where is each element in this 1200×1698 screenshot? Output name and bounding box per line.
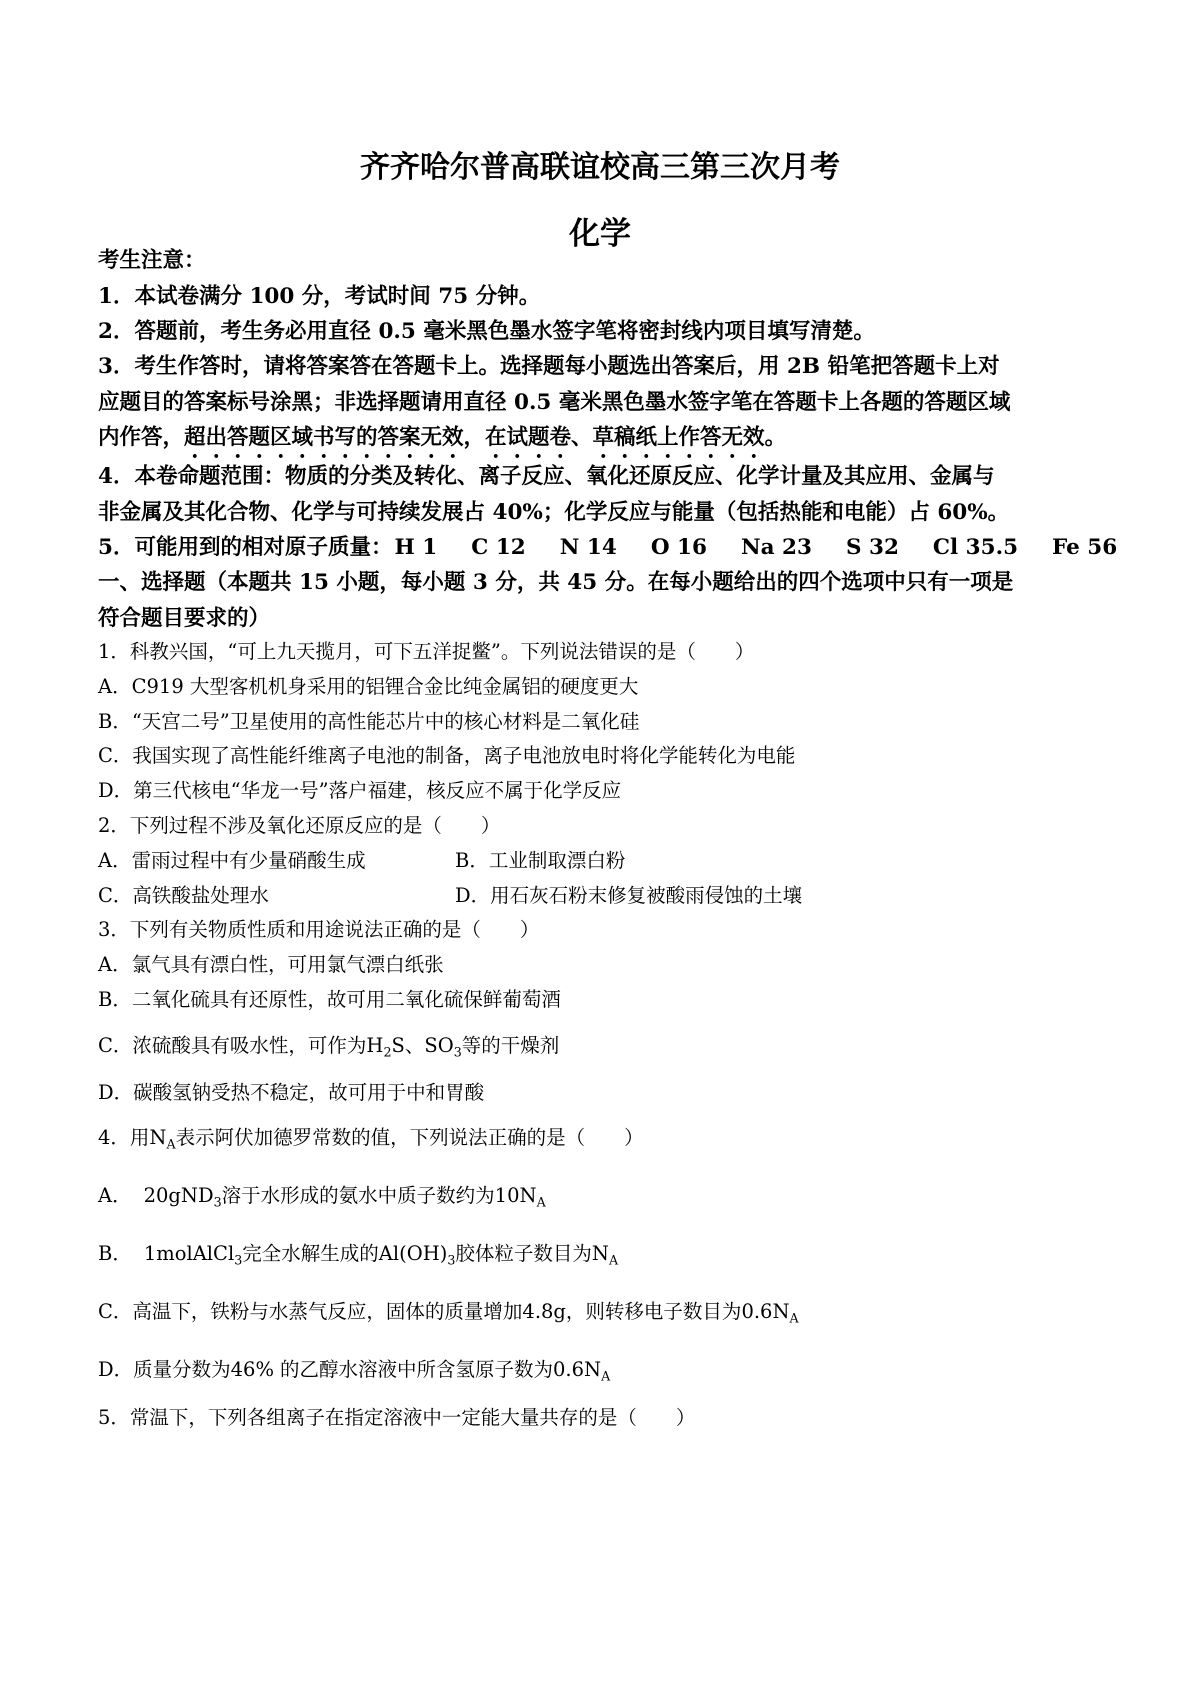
subscript: 3	[447, 1252, 456, 1268]
formula-part: 1molAlCl	[143, 1242, 235, 1265]
notice-item-2: 2．答题前，考生务必用直径 0.5 毫米黑色墨水签字笔将密封线内项目填写清楚。	[98, 319, 875, 344]
formula-value	[494, 1184, 546, 1210]
question-4-stem	[98, 1122, 644, 1150]
question-2-option-d: D．用石灰石粉末修复被酸雨侵蚀的土壤	[455, 884, 803, 907]
atomic-mass: Na 23	[740, 535, 812, 560]
formula-part: N	[149, 1126, 167, 1149]
notice-text: 。	[764, 425, 787, 450]
formula-value	[553, 1358, 611, 1384]
question-2-option-b: B．工业制取漂白粉	[455, 849, 626, 872]
option-text: C．浓硫酸具有吸水性，可作为	[98, 1034, 367, 1057]
formula-part: Al(OH)	[378, 1242, 448, 1265]
section-heading-line-2: 符合题目要求的）	[98, 606, 271, 631]
notice-item-4-line-2: 非金属及其化合物、化学与可持续发展占 40%；化学反应与能量（包括热能和电能）占 60%。	[98, 500, 1010, 525]
subscript: A	[601, 1368, 611, 1384]
option-text: 完全水解生成的	[242, 1242, 379, 1265]
notice-item-3-line-3	[98, 420, 786, 463]
stem-text: 4．用	[98, 1126, 150, 1149]
question-3-option-a: A．氯气具有漂白性，可用氯气漂白纸张	[98, 953, 444, 976]
formula-part: SO	[424, 1034, 454, 1057]
atomic-mass: Cl 35.5	[932, 535, 1019, 560]
formula-part: 0.6N	[553, 1358, 602, 1381]
question-3-option-d: D．碳酸氢钠受热不稳定，故可用于中和胃酸	[98, 1081, 485, 1104]
atomic-mass: Fe 56	[1052, 535, 1118, 560]
formula-part: N	[591, 1242, 609, 1265]
notice-item-3-line-1: 3．考生作答时，请将答案答在答题卡上。选择题每小题选出答案后，用 2B 铅笔把答题卡上对	[98, 354, 1000, 379]
question-1-stem: 1．科教兴国，“可上九天揽月，可下五洋捉鳖”。下列说法错误的是（ ）	[98, 640, 755, 663]
atomic-mass: N 14	[559, 535, 617, 560]
option-text: C．高温下，铁粉与水蒸气反应，固体的质量增加	[98, 1300, 523, 1323]
option-label: B．	[98, 1242, 132, 1265]
formula-na	[149, 1126, 176, 1152]
question-1-option-c: C．我国实现了高性能纤维离子电池的制备，离子电池放电时将化学能转化为电能	[98, 744, 796, 767]
question-1-option-b: B．“天宫二号”卫星使用的高性能芯片中的核心材料是二氧化硅	[98, 710, 640, 733]
stem-text: 表示阿伏加德罗常数的值，下列说法正确的是（ ）	[175, 1126, 644, 1149]
formula-part: H	[366, 1034, 384, 1057]
formula-so3	[424, 1034, 462, 1060]
question-5-stem: 5．常温下，下列各组离子在指定溶液中一定能大量共存的是（ ）	[98, 1406, 696, 1429]
formula-part: 10N	[494, 1184, 537, 1207]
separator: 、	[404, 1034, 425, 1057]
formula-aloh3	[378, 1242, 456, 1268]
option-text: 胶体粒子数目为	[455, 1242, 592, 1265]
subscript: 3	[213, 1194, 222, 1210]
formula-h2s	[366, 1034, 405, 1060]
subscript: A	[166, 1136, 176, 1152]
subscript: A	[608, 1252, 619, 1268]
option-text: ，则转移电子数目为	[565, 1300, 742, 1323]
subject-title: 化学	[569, 216, 631, 252]
percent-value: 46%	[230, 1358, 274, 1381]
notice-text: 内作答，	[98, 425, 185, 450]
question-2-option-a: A．雷雨过程中有少量硝酸生成	[98, 849, 366, 872]
emphasis-text: 在试题卷、草稿纸上作答无效	[485, 425, 765, 450]
formula-part: 20gND	[143, 1184, 214, 1207]
atomic-mass: H 1	[394, 535, 438, 560]
formula-value	[591, 1242, 619, 1268]
question-4-option-a	[98, 1180, 546, 1208]
option-text: 溶于水形成的氨水中质子数约为	[221, 1184, 495, 1207]
formula-alcl3	[143, 1242, 243, 1268]
formula-nd3	[143, 1184, 222, 1210]
question-4-option-b	[98, 1238, 618, 1266]
question-3-stem: 3．下列有关物质性质和用途说法正确的是（ ）	[98, 918, 540, 941]
option-text: 等的干燥剂	[461, 1034, 560, 1057]
question-4-option-d	[98, 1354, 610, 1382]
atomic-mass-label: 5．可能用到的相对原子质量：	[98, 535, 393, 560]
subscript: 2	[383, 1044, 392, 1060]
mass-value: 4.8g	[522, 1300, 566, 1323]
exam-title: 齐齐哈尔普高联谊校高三第三次月考	[360, 150, 840, 185]
notice-item-3-line-2: 应题目的答案标号涂黑；非选择题请用直径 0.5 毫米黑色墨水签字笔在答题卡上各题的答题区域	[98, 390, 1011, 415]
formula-value	[741, 1300, 799, 1326]
formula-part: S	[391, 1034, 405, 1057]
question-2-option-c: C．高铁酸盐处理水	[98, 884, 269, 907]
notice-item-1: 1．本试卷满分 100 分，考试时间 75 分钟。	[98, 284, 541, 309]
question-3-option-c	[98, 1030, 559, 1058]
question-1-option-d: D．第三代核电“华龙一号”落户福建，核反应不属于化学反应	[98, 779, 622, 802]
atomic-mass: O 16	[650, 535, 707, 560]
subscript: 3	[234, 1252, 243, 1268]
question-2-stem: 2．下列过程不涉及氧化还原反应的是（ ）	[98, 814, 501, 837]
subscript: A	[789, 1310, 799, 1326]
notice-heading: 考生注意：	[98, 248, 206, 273]
notice-item-4-line-1: 4．本卷命题范围：物质的分类及转化、离子反应、氧化还原反应、化学计量及其应用、金属与	[98, 464, 995, 489]
option-label: A．	[98, 1184, 132, 1207]
subscript: A	[536, 1194, 546, 1210]
atomic-mass: S 32	[845, 535, 899, 560]
question-3-option-b: B．二氧化硫具有还原性，故可用二氧化硫保鲜葡萄酒	[98, 988, 561, 1011]
notice-text: ，	[463, 425, 486, 450]
notice-item-5	[98, 530, 1151, 561]
option-text: 的乙醇水溶液中所含氢原子数为	[279, 1358, 553, 1381]
atomic-mass: C 12	[471, 535, 526, 560]
emphasis-text: 超出答题区域书写的答案无效	[184, 425, 464, 450]
question-4-option-c	[98, 1296, 799, 1324]
section-heading-line-1: 一、选择题（本题共 15 小题，每小题 3 分，共 45 分。在每小题给出的四个选项中只有一项是	[98, 570, 1014, 595]
question-1-option-a: A．C919 大型客机机身采用的铝锂合金比纯金属铝的硬度更大	[98, 675, 639, 698]
subscript: 3	[453, 1044, 462, 1060]
formula-part: 0.6N	[741, 1300, 790, 1323]
option-text: D．质量分数为	[98, 1358, 231, 1381]
